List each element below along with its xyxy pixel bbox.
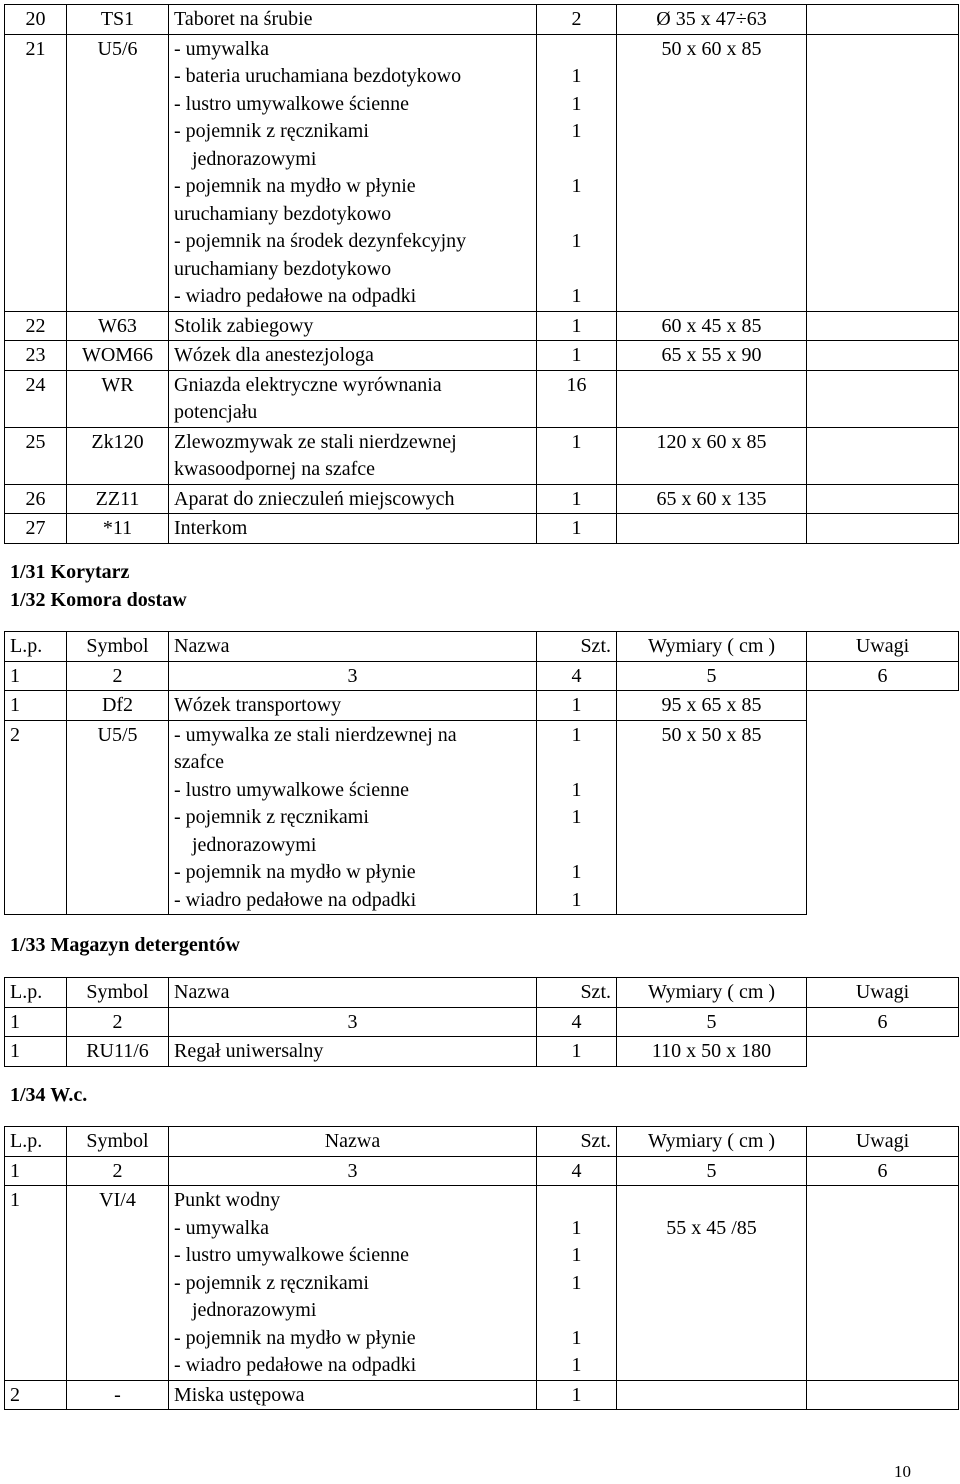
uwagi-cell [807,311,959,341]
symbol-cell: Df2 [67,691,169,721]
section-heading-korytarz: 1/31 Korytarz [10,561,130,583]
nazwa-cell [169,720,537,915]
szt-cell [537,1186,617,1381]
szt-line: 1 [571,1271,582,1294]
wymiary-cell [617,370,807,427]
lp-cell: 1 [5,1186,67,1381]
komora-dostaw-table [4,631,959,915]
symbol-cell: WR [67,370,169,427]
nazwa-line: kwasoodpornej na szafce [174,458,376,480]
nazwa-line: jednorazowymi [192,147,317,170]
wymiary-cell [617,1380,807,1410]
nazwa-cell: Interkom [169,514,537,544]
table-row [5,1186,959,1381]
column-number: 6 [807,1007,959,1037]
szt-line: 1 [571,861,582,883]
table-row [5,34,959,311]
szt-line [542,201,611,229]
lp-cell: 2 [5,1380,67,1410]
column-number: 4 [537,1007,617,1037]
header-lp: L.p. [5,978,67,1008]
nazwa-line: jednorazowymi [192,833,317,856]
lp-cell: 23 [5,341,67,371]
nazwa-line: - bateria uruchamiana bezdotykowo [174,65,462,87]
magazyn-table [4,977,959,1067]
column-number: 6 [807,661,959,691]
uwagi-cell [807,34,959,311]
wymiary-cell: 60 x 45 x 85 [617,311,807,341]
nazwa-line: potencjału [174,401,258,423]
szt-cell [537,34,617,311]
table-row [5,311,959,341]
nazwa-cell: Aparat do znieczuleń miejscowych [169,484,537,514]
szt-line: 1 [571,806,582,828]
nazwa-cell [169,427,537,484]
szt-line: 1 [571,1354,582,1376]
szt-cell: 1 [537,484,617,514]
column-number: 2 [67,661,169,691]
header-symbol: Symbol [67,1127,169,1157]
szt-cell: 1 [537,514,617,544]
symbol-cell: WOM66 [67,341,169,371]
szt-cell: 1 [537,427,617,484]
szt-line: 1 [571,65,582,87]
table-row [5,370,959,427]
wymiary-cell: 50 x 50 x 85 [617,720,807,915]
wymiary-line: 55 x 45 /85 [666,1216,757,1239]
uwagi-cell [807,341,959,371]
symbol-cell: ZZ11 [67,484,169,514]
lp-cell: 2 [5,720,67,915]
nazwa-line: Gniazda elektryczne wyrównania [174,373,442,396]
nazwa-line: - pojemnik na mydło w płynie [174,861,416,883]
header-nazwa: Nazwa [169,632,537,662]
header-szt: Szt. [537,978,617,1008]
szt-cell: 1 [537,341,617,371]
lp-cell: 21 [5,34,67,311]
lp-cell: 24 [5,370,67,427]
header-lp: L.p. [5,1127,67,1157]
wymiary-cell [617,1186,807,1381]
nazwa-line: - wiadro pedałowe na odpadki [174,888,417,911]
uwagi-cell [807,484,959,514]
szt-line [542,256,611,284]
szt-line: 1 [571,230,582,252]
szt-line: 1 [571,778,582,801]
wymiary-cell: 120 x 60 x 85 [617,427,807,484]
szt-cell: 16 [537,370,617,427]
column-number: 5 [617,661,807,691]
column-number: 1 [5,661,67,691]
uwagi-cell [807,720,959,915]
nazwa-line: - pojemnik na mydło w płynie [174,175,416,197]
header-uwagi: Uwagi [807,1127,959,1157]
szt-line [542,749,611,777]
lp-cell: 27 [5,514,67,544]
nazwa-line: - pojemnik z ręcznikami [174,1271,369,1294]
symbol-cell: - [67,1380,169,1410]
nazwa-line: - lustro umywalkowe ścienne [174,92,409,115]
nazwa-cell [169,1186,537,1381]
header-uwagi: Uwagi [807,978,959,1008]
nazwa-line: - umywalka [174,37,269,60]
lp-cell: 1 [5,1037,67,1067]
wymiary-cell: 65 x 55 x 90 [617,341,807,371]
szt-line [542,832,611,860]
szt-line [542,146,611,174]
szt-line [542,1297,611,1325]
table-header-row [5,1127,959,1157]
nazwa-cell [169,34,537,311]
uwagi-cell [807,427,959,484]
equipment-table-continued [4,4,959,544]
nazwa-line: - wiadro pedałowe na odpadki [174,1354,417,1376]
lp-cell: 25 [5,427,67,484]
nazwa-line: uruchamiany bezdotykowo [174,257,392,280]
header-szt: Szt. [537,632,617,662]
wymiary-cell: Ø 35 x 47÷63 [617,5,807,35]
wymiary-line [622,1187,801,1215]
wymiary-cell: 65 x 60 x 135 [617,484,807,514]
nazwa-line: Zlewozmywak ze stali nierdzewnej [174,430,457,453]
szt-cell [537,720,617,915]
wc-table [4,1126,959,1410]
szt-line: 1 [571,888,582,911]
wymiary-cell: 50 x 60 x 85 [617,34,807,311]
uwagi-cell [807,691,959,721]
header-wymiary: Wymiary ( cm ) [617,1127,807,1157]
column-number: 2 [67,1007,169,1037]
lp-cell: 20 [5,5,67,35]
column-number: 1 [5,1156,67,1186]
szt-line: 1 [571,1326,582,1349]
uwagi-cell [807,1037,959,1067]
szt-cell: 1 [537,1037,617,1067]
table-header-row [5,978,959,1008]
uwagi-cell [807,370,959,427]
nazwa-line: - lustro umywalkowe ścienne [174,1244,409,1266]
table-numbering-row [5,1156,959,1186]
header-wymiary: Wymiary ( cm ) [617,632,807,662]
column-number: 4 [537,1156,617,1186]
nazwa-line: - umywalka ze stali nierdzewnej na [174,723,457,746]
section-heading-wc: 1/34 W.c. [10,1084,88,1106]
symbol-cell: U5/5 [67,720,169,915]
symbol-cell: W63 [67,311,169,341]
table-numbering-row [5,1007,959,1037]
uwagi-cell [807,1380,959,1410]
szt-cell: 1 [537,311,617,341]
szt-line: 1 [571,175,582,197]
szt-line: 1 [571,723,582,746]
table-numbering-row [5,661,959,691]
nazwa-line: Punkt wodny [174,1189,281,1211]
column-number: 4 [537,661,617,691]
nazwa-line: - wiadro pedałowe na odpadki [174,285,417,307]
lp-cell: 26 [5,484,67,514]
szt-line [542,1187,611,1215]
column-number: 3 [169,661,537,691]
lp-cell: 1 [5,691,67,721]
symbol-cell: VI/4 [67,1186,169,1381]
symbol-cell: *11 [67,514,169,544]
section-heading-komora: 1/32 Komora dostaw [10,589,187,611]
nazwa-line: - pojemnik na mydło w płynie [174,1326,416,1349]
table-row [5,1380,959,1410]
symbol-cell: U5/6 [67,34,169,311]
column-number: 3 [169,1007,537,1037]
page-number: 10 [894,1462,911,1481]
szt-line: 1 [571,92,582,115]
table-row [5,5,959,35]
header-symbol: Symbol [67,632,169,662]
header-szt: Szt. [537,1127,617,1157]
column-number: 1 [5,1007,67,1037]
szt-line [542,36,611,64]
nazwa-cell [169,370,537,427]
uwagi-cell [807,1186,959,1381]
nazwa-line: - umywalka [174,1216,269,1239]
nazwa-cell: Wózek transportowy [169,691,537,721]
nazwa-line: jednorazowymi [192,1299,317,1321]
szt-line: 1 [571,120,582,142]
wymiary-cell: 110 x 50 x 180 [617,1037,807,1067]
wymiary-cell [617,514,807,544]
symbol-cell: TS1 [67,5,169,35]
szt-line: 1 [571,1216,582,1239]
szt-cell: 1 [537,691,617,721]
nazwa-line: uruchamiany bezdotykowo [174,202,392,225]
header-wymiary: Wymiary ( cm ) [617,978,807,1008]
table-row [5,720,959,915]
table-row [5,341,959,371]
nazwa-cell: Wózek dla anestezjologa [169,341,537,371]
table-row [5,1037,959,1067]
column-number: 5 [617,1007,807,1037]
uwagi-cell [807,5,959,35]
header-uwagi: Uwagi [807,632,959,662]
nazwa-line: - pojemnik z ręcznikami [174,806,369,828]
header-nazwa: Nazwa [169,978,537,1008]
szt-line: 1 [571,285,582,307]
lp-cell: 22 [5,311,67,341]
wymiary-cell: 95 x 65 x 85 [617,691,807,721]
nazwa-line: - pojemnik z ręcznikami [174,120,369,142]
nazwa-cell: Stolik zabiegowy [169,311,537,341]
header-lp: L.p. [5,632,67,662]
szt-line: 1 [571,1244,582,1266]
table-row [5,514,959,544]
table-row [5,484,959,514]
header-nazwa: Nazwa [169,1127,537,1157]
table-row [5,427,959,484]
column-number: 5 [617,1156,807,1186]
header-symbol: Symbol [67,978,169,1008]
nazwa-cell: Taboret na śrubie [169,5,537,35]
nazwa-cell: Regał uniwersalny [169,1037,537,1067]
symbol-cell: RU11/6 [67,1037,169,1067]
column-number: 3 [169,1156,537,1186]
symbol-cell: Zk120 [67,427,169,484]
nazwa-line: - lustro umywalkowe ścienne [174,778,409,801]
table-header-row [5,632,959,662]
section-heading-magazyn: 1/33 Magazyn detergentów [10,934,240,956]
column-number: 6 [807,1156,959,1186]
table-row [5,691,959,721]
nazwa-cell: Miska ustępowa [169,1380,537,1410]
nazwa-line: szafce [174,751,224,773]
nazwa-line: - pojemnik na środek dezynfekcyjny [174,230,467,252]
column-number: 2 [67,1156,169,1186]
szt-cell: 1 [537,1380,617,1410]
szt-cell: 2 [537,5,617,35]
uwagi-cell [807,514,959,544]
